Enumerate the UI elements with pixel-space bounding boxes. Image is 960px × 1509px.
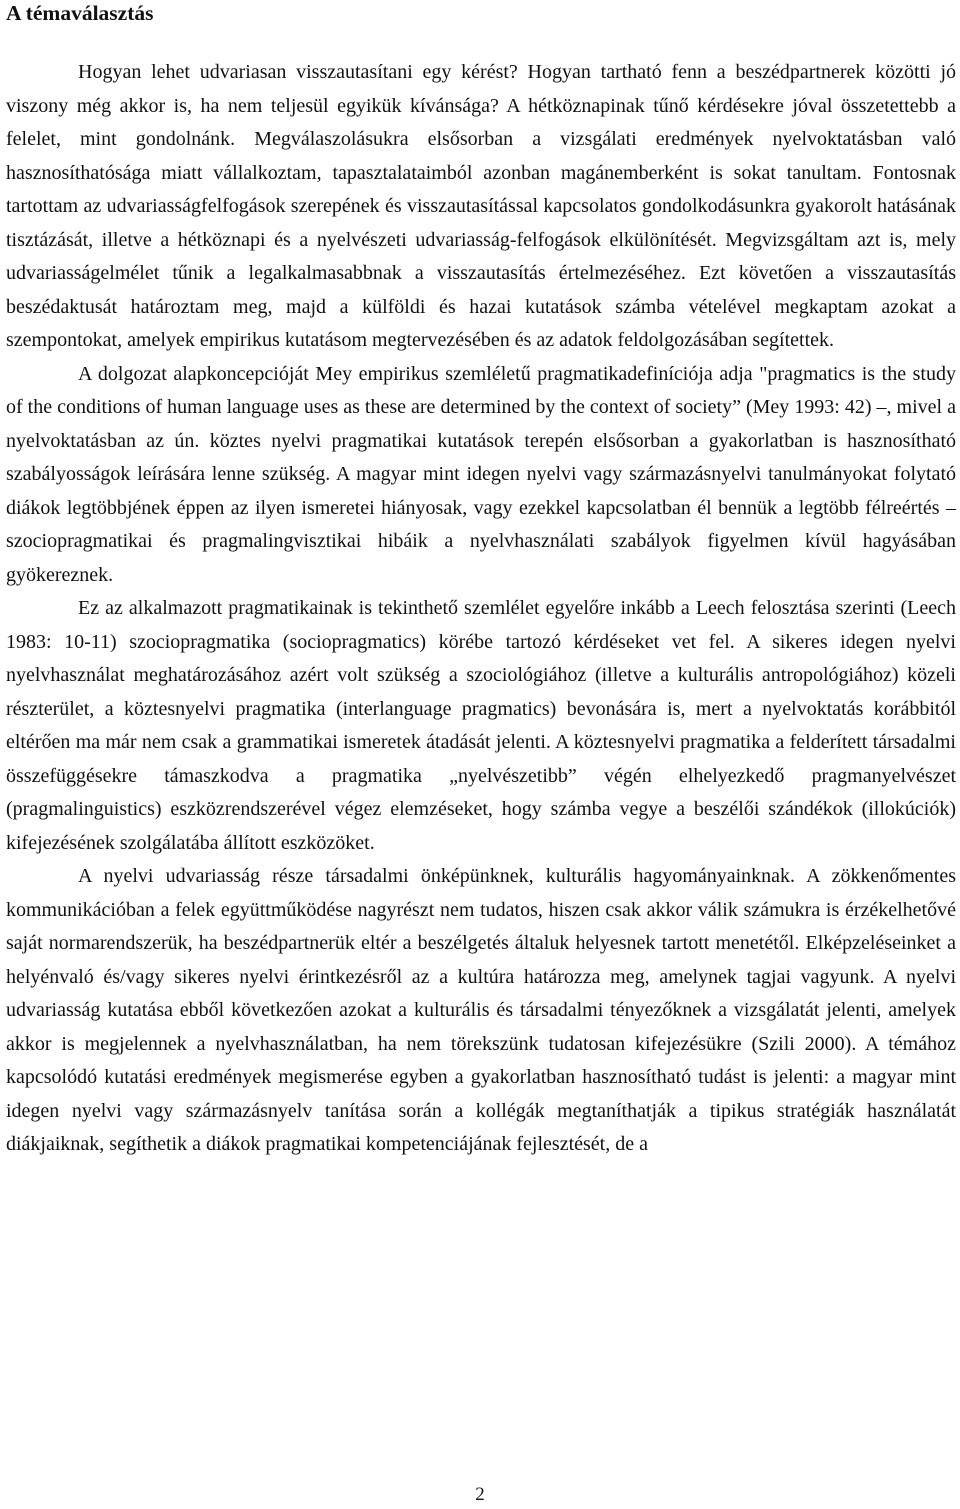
- section-heading: A témaválasztás: [6, 1, 154, 25]
- paragraph-3: Ez az alkalmazott pragmatikainak is tekinthető szemlélet egyelőre inkább a Leech felosztása szerinti (Leech 1983: 10-11) szociopragmatika (sociopragmatics) körébe tartozó kérdéseket vet fel. A sikeres idegen nyelvi nyelvhasználat meghatározásához azért volt szükség a szociológiához (illetve a kulturális antropológiához) közeli részterület, a köztesnyelvi pragmatika (interlanguage pragmatics) bevonására is, mert a nyelvoktatás korábbitól eltérően ma már nem csak a grammatikai ismeretek átadását jelenti. A köztesnyelvi pragmatika a felderített társadalmi összefüggésekre támaszkodva a pragmatika „nyelvészetibb” végén elhelyezkedő pragmanyelvészet (pragmalinguistics) eszközrendszerével végez elemzéseket, hogy számba vegye a beszélői szándékok (illokúciók) kifejezésének szolgálatába állított eszközöket.: [6, 597, 956, 854]
- document-page: [6, 0, 956, 1162]
- paragraph-2: A dolgozat alapkoncepcióját Mey empirikus szemléletű pragmatikadefiníciója adja "pragmatics is the study of the conditions of human language uses as these are determined by the context of society” (Mey 1993: 42) ‒, mivel a nyelvoktatásban az ún. köztes nyelvi pragmatikai kutatások terepén elsősorban a gyakorlatban is hasznosítható szabályosságok leírására lenne szükség. A magyar mint idegen nyelvi vagy származásnyelvi tanulmányokat folytató diákok legtöbbjének éppen az ilyen ismeretei hiányosak, vagy ezekkel kapcsolatban él bennük a legtöbb félreértés – szociopragmatikai és pragmalingvisztikai hibáik a nyelvhasználati szabályok figyelmen kívül hagyásában gyökereznek.: [6, 362, 956, 586]
- paragraph-4: A nyelvi udvariasság része társadalmi önképünknek, kulturális hagyományainknak. A zökkenőmentes kommunikációban a felek együttműködése nagyrészt nem tudatos, hiszen csak akkor válik számukra is érzékelhetővé saját normarendszerük, ha beszédpartnerük eltér a beszélgetés általuk helyesnek tartott menetétől. Elképzeléseinket a helyénvaló és/vagy sikeres nyelvi érintkezésről az a kultúra határozza meg, amelynek tagjai vagyunk. A nyelvi udvariasság kutatása ebből következően azokat a kulturális és társadalmi tényezőknek a vizsgálatát jelenti, amelyek akkor is megjelennek a nyelvhasználatban, ha nem törekszünk tudatosan kifejezésükre (Szili 2000). A témához kapcsolódó kutatási eredmények megismerése egyben a gyakorlatban hasznosítható tudást is jelenti: a magyar mint idegen nyelvi vagy származásnyelv tanítása során a kollégák megtaníthatják a tipikus stratégiák használatát diákjaiknak, segíthetik a diákok pragmatikai kompetenciájának fejlesztését, de a: [6, 865, 956, 1155]
- page-number: 2: [475, 1484, 485, 1505]
- paragraph-1: Hogyan lehet udvariasan visszautasítani egy kérést? Hogyan tartható fenn a beszédpartnerek közötti jó viszony még akkor is, ha nem teljesül egyikük kívánsága? A hétköznapinak tűnő kérdésekre jóval összetettebb a felelet, mint gondolnánk. Megválaszolásukra elsősorban a vizsgálati eredmények nyelvoktatásban való hasznosíthatósága miatt vállalkoztam, tapasztalataimból azonban magánemberként is sokat tanultam. Fontosnak tartottam az udvariasságfelfogások szerepének és visszautasítással kapcsolatos gondolkodásunkra gyakorolt hatásának tisztázását, illetve a hétköznapi és a nyelvészeti udvariasság-felfogások elkülönítését. Megvizsgáltam azt is, mely udvariasságelmélet tűnik a legalkalmasabbnak a visszautasítás értelmezéséhez. Ezt követően a visszautasítás beszédaktusát határoztam meg, majd a külföldi és hazai kutatások számba vételével megkaptam azokat a szempontokat, amelyek empirikus kutatásom megtervezésében és az adatok feldolgozásában segítettek.: [6, 61, 956, 351]
